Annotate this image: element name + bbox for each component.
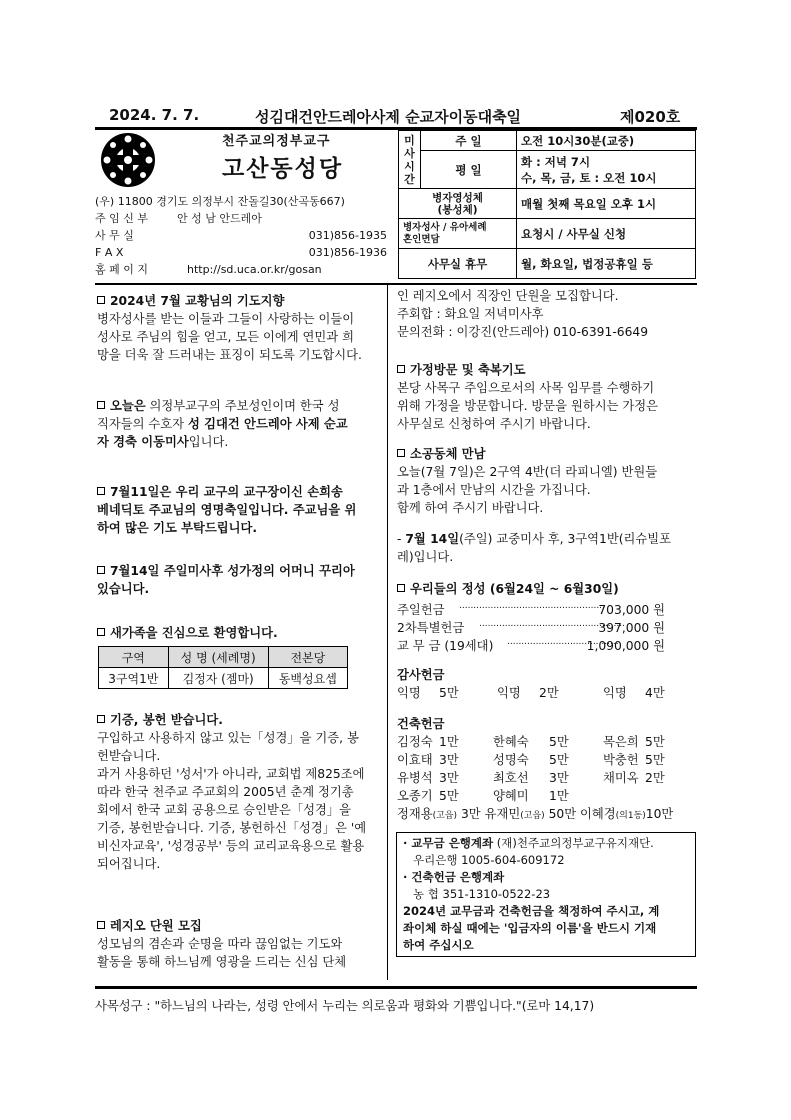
text-line: 과거 사용하던 '성서'가 아니라, 교회법 제825조에 [97, 767, 365, 781]
checkbox-icon [397, 365, 405, 373]
text-line: 하여 주십시오 [403, 938, 474, 952]
offerings-title: 우리들의 정성 (6월24일 ~ 6월30일) [397, 580, 697, 598]
diocese-name: 천주교의정부교구 [222, 134, 331, 149]
donor-name: 박충헌 [603, 753, 639, 767]
text-line: 따라 한국 천주교 주교회의 2005년 춘계 정기총 [97, 785, 354, 799]
dues-account-number: 우리은행 1005-604-609172 [413, 853, 565, 867]
offering-row-sunday: 주일헌금 ................................................... 703,000 원 [397, 601, 665, 617]
text-line: 좌이체 하실 때에는 '입금자의 이름'을 반드시 기재 [403, 921, 657, 935]
text-line: 주회합 : 화요일 저녁미사후 [397, 307, 544, 321]
web-label: 홈 페 이 지 [95, 263, 148, 276]
donor-amount: 5만 [549, 735, 569, 749]
column-divider [387, 285, 388, 980]
donor-name: 최호선 [493, 771, 529, 785]
home-visit-notice [397, 361, 697, 433]
building-fund-row [397, 786, 665, 804]
building-fund-row [397, 768, 665, 786]
building-fund-row [397, 732, 665, 750]
text-line: 사무실로 신청하여 주시기 바랍니다. [397, 417, 591, 431]
web-url[interactable]: http://sd.uca.or.kr/gosan [187, 263, 322, 276]
fax-label: F A X [95, 246, 124, 259]
donor-name: 오종기 [397, 789, 433, 803]
donor-amount: 3만 [439, 753, 459, 767]
text-line: 7월14일 주일미사후 성가정의 어머니 꾸리아 [97, 562, 382, 580]
text-line: 본당 사목구 주임으로서의 사목 임무를 수행하기 [397, 381, 655, 395]
donor-amount: 5만 [549, 753, 569, 767]
home-visit-title: 가정방문 및 축복기도 [397, 361, 697, 379]
donor-amount: 3만 [549, 771, 569, 785]
text-line: 자 경축 이동미사입니다. [97, 435, 229, 449]
bishop-feast-notice [97, 483, 382, 537]
bank-account-box [396, 832, 696, 957]
checkbox-icon [97, 401, 105, 409]
church-logo-icon [100, 132, 156, 188]
footer-divider [95, 986, 697, 989]
offering-row-dues: 교 무 금 (19세대) ........................................ 1,090,000 원 [397, 637, 665, 653]
prayer-intention-title: 2024년 7월 교황님의 기도지향 [97, 292, 382, 310]
table-row [99, 668, 348, 689]
text-line: 인 레지오에서 직장인 단원을 모집합니다. [397, 289, 619, 303]
pastoral-motto: 사목성구 : "하느님의 나라는, 성령 안에서 누리는 의로움과 평화와 기쁨입니다."(로마 14,17) [95, 999, 595, 1013]
church-name: 고산동성당 [222, 156, 344, 182]
table-cell: 3구역1반 [99, 668, 169, 689]
weekday-value: 화 : 저녁 7시 수, 목, 금, 토 : 오전 10시 [517, 151, 696, 189]
text-line: 성사로 주님의 힘을 얻고, 모든 이에게 연민과 희 [97, 330, 354, 344]
weekday-label: 평 일 [421, 151, 517, 189]
donor-name: 목은희 [603, 735, 639, 749]
pastor-label: 주 임 신 부 [95, 212, 148, 225]
text-line: 오늘(7월 7일)은 2구역 4반(더 라피니엘) 반원들 [397, 465, 658, 479]
bulletin-header [95, 104, 697, 130]
checkbox-icon [97, 566, 105, 574]
new-family-table [98, 646, 348, 689]
table-cell: 김정자 (젬마) [168, 668, 268, 689]
office-label: 사 무 실 [95, 229, 134, 242]
text-line: · 교무금 은행계좌 (재)천주교의정부교구유지재단. [403, 836, 654, 850]
text-line: 함께 하여 주시기 바랍니다. [397, 501, 544, 515]
donor-amount: 3만 [439, 771, 459, 785]
text-line: 활동을 통해 하느님께 영광을 드리는 신심 단체 [97, 955, 347, 969]
text-line: - 7월 14일(주일) 교중미사 후, 3구역1반(리슈빌포 [397, 532, 672, 546]
fax-number: 031)856-1936 [308, 246, 387, 259]
new-family-title: 새가족을 진심으로 환영합니다. [97, 624, 382, 642]
donor-name: 양혜미 [493, 789, 529, 803]
legio-notice [97, 917, 382, 971]
text-line: 성모님의 겸손과 순명을 따라 끊임없는 기도와 [97, 937, 343, 951]
col-header-prev-parish: 전본당 [268, 647, 347, 668]
text-line: 문의전화 : 이강진(안드레아) 010-6391-6649 [397, 325, 649, 339]
donor-name: 유병석 [397, 771, 433, 785]
text-line: 베네딕토 주교님의 영명축일입니다. 주교님을 위 [97, 503, 357, 517]
donation-notice [97, 711, 382, 873]
office-closed-value: 월, 화요일, 법정공휴일 등 [517, 249, 696, 279]
text-line: 2024년 교무금과 건축헌금을 책정하여 주시고, 계 [403, 904, 660, 918]
sacrament-value: 요청시 / 사무실 신청 [517, 219, 696, 249]
text-line: 레)입니다. [397, 550, 454, 564]
text-line: 과 1층에서 만남의 시간을 가집니다. [397, 483, 591, 497]
donor-name: 성명숙 [493, 753, 529, 767]
checkbox-icon [97, 921, 105, 929]
checkbox-icon [397, 449, 405, 457]
text-line: 비신자교육', '성경공부' 등의 교리교육용으로 활용 [97, 839, 365, 853]
text-line: 망을 더욱 잘 드러내는 표징이 되도록 기도합시다. [97, 348, 362, 362]
pastor-value: 안 성 남 안드레아 [177, 212, 262, 225]
text-line: · 건축헌금 은행계좌 [403, 870, 505, 884]
small-community-title: 소공동체 만남 [397, 445, 697, 463]
legio-continued [397, 287, 697, 341]
donor-amount: 5만 [439, 789, 459, 803]
thanks-offering-title: 감사헌금 [397, 668, 445, 682]
text-line: 헌받습니다. [97, 749, 161, 763]
header-divider [95, 283, 697, 285]
office-phone: 031)856-1935 [308, 229, 387, 242]
donor-amount: 5만 [645, 753, 665, 767]
sunday-value: 오전 10시30분(교중) [517, 131, 696, 151]
text-line: 구입하고 사용하지 않고 있는「성경」을 기증, 봉 [97, 731, 359, 745]
text-line: 위해 가정을 방문합니다. 방문을 원하시는 가정은 [397, 399, 659, 413]
pastor-row [95, 211, 385, 226]
checkbox-icon [97, 296, 105, 304]
text-line: 회에서 한국 교회 공용으로 승인받은「성경」을 [97, 803, 352, 817]
text-line: 되어집니다. [97, 857, 161, 871]
checkbox-icon [397, 584, 405, 592]
sick-communion-label: 병자영성체 (봉성체) [399, 189, 517, 219]
sunday-label: 주 일 [421, 131, 517, 151]
building-fund-row [397, 750, 665, 768]
col-header-district: 구역 [99, 647, 169, 668]
left-column [97, 292, 382, 364]
donation-title: 기증, 봉헌 받습니다. [97, 711, 382, 729]
checkbox-icon [97, 628, 105, 636]
donor-name: 한혜숙 [493, 735, 529, 749]
sacrament-label: 병자성사 / 유아세례 혼인면담 [399, 219, 517, 249]
sick-communion-value: 매월 첫째 목요일 오후 1시 [517, 189, 696, 219]
donor-name: 김정숙 [397, 735, 433, 749]
text-line: 7월11일은 우리 교구의 교구장이신 손희송 [97, 483, 382, 501]
text-line: 기증, 봉헌받습니다. 기증, 봉헌하신「성경」은 '예 [97, 821, 367, 835]
bulletin-date: 2024. 7. 7. [109, 106, 200, 124]
fax-row [95, 245, 387, 260]
offering-row-special: 2차특별헌금 ................................................... 397,000 원 [397, 619, 665, 635]
donor-name: 이효태 [397, 753, 433, 767]
schedule-table [398, 130, 696, 279]
issue-number: 제020호 [620, 108, 681, 126]
text-line: 있습니다. [97, 582, 150, 596]
checkbox-icon [97, 487, 105, 495]
small-community-next [397, 530, 697, 566]
text-line: 하여 많은 기도 부탁드립니다. [97, 521, 258, 535]
donor-amount: 5만 [645, 735, 665, 749]
text-line: 직자들의 수호자 성 김대건 안드레아 사제 순교 [97, 417, 348, 431]
church-address: (우) 11800 경기도 의정부시 잔돌길30(산곡동667) [95, 195, 345, 208]
web-row [95, 262, 387, 277]
text-line: 병자성사를 받는 이들과 그들이 사랑하는 이들이 [97, 312, 355, 326]
building-fund-row-last: 정재용(고읍) 3만 유재민(고읍) 50만 이혜경(의1동)10만 [397, 807, 674, 821]
mass-time-label: 미사시간 [399, 131, 421, 189]
donor-amount: 1만 [549, 789, 569, 803]
feast-title: 성김대건안드레아사제 순교자이동대축일 [255, 108, 522, 126]
curia-notice [97, 562, 382, 598]
donor-amount: 2만 [645, 771, 665, 785]
col-header-name: 성 명 (세례명) [168, 647, 268, 668]
text-line: 오늘은 의정부교구의 주보성인이며 한국 성 [97, 397, 382, 415]
building-account-number: 농 협 351-1310-0522-23 [413, 887, 551, 901]
building-fund-title: 건축헌금 [397, 717, 445, 731]
table-cell: 동백성요셉 [268, 668, 347, 689]
office-row [95, 228, 387, 243]
checkbox-icon [97, 715, 105, 723]
legio-title: 레지오 단원 모집 [97, 917, 382, 935]
donor-name: 채미옥 [603, 771, 639, 785]
donor-amount: 1만 [439, 735, 459, 749]
small-community-notice [397, 445, 697, 517]
office-closed-label: 사무실 휴무 [399, 249, 517, 279]
feast-notice [97, 397, 382, 451]
